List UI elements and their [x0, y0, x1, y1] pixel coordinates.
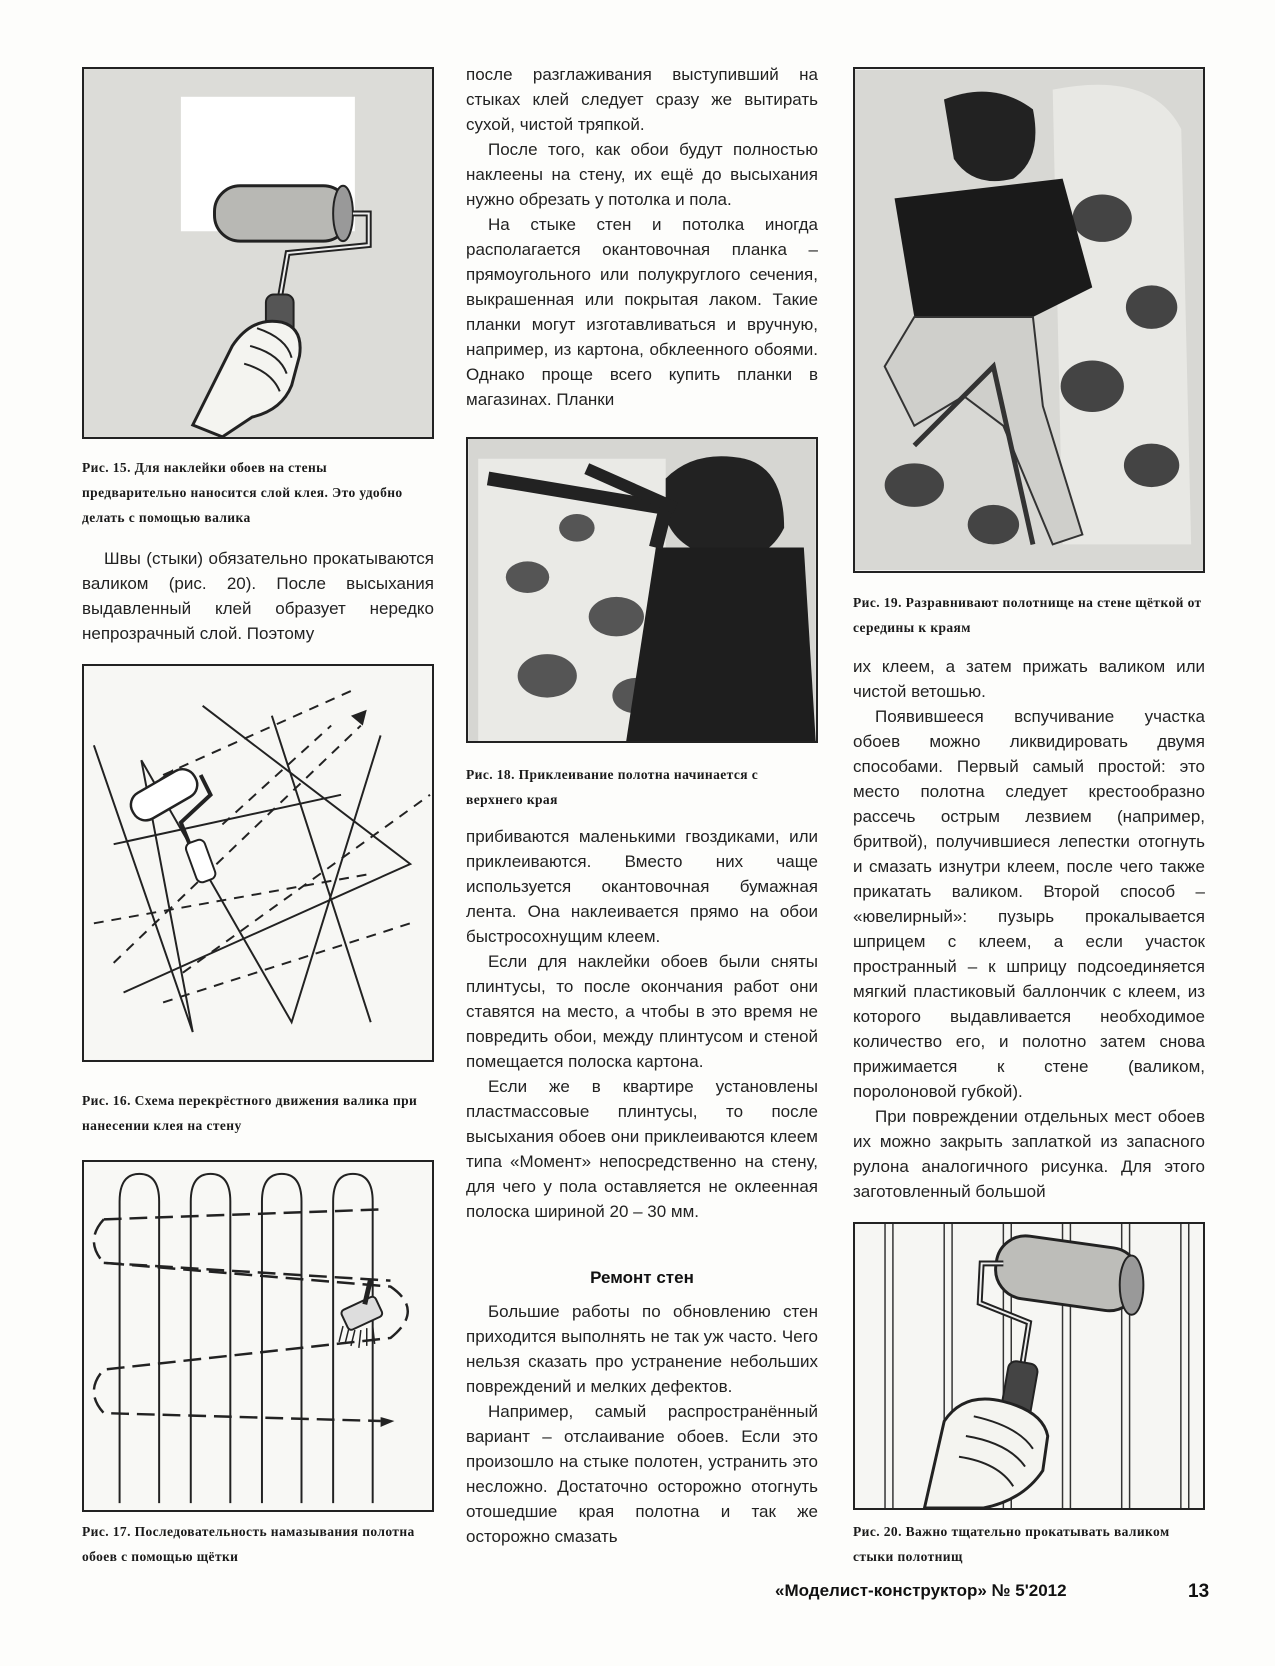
figure-17	[82, 1160, 434, 1512]
figure-19-caption: Рис. 19. Разравнивают полотнище на стене щёткой от середины к краям	[853, 595, 1202, 635]
col3-paragraph: При повреждении отдельных мест обоев их можно закрыть заплаткой из запасного рулона аналогичного рисунка. Для этого заготовленный большой	[853, 1107, 1205, 1201]
journal-footer: «Моделист-конструктор» № 5'2012	[775, 1581, 1067, 1600]
col2-paragraph: после разглаживания выступивший на стыках клей следует сразу же вытирать сухой, чистой тряпкой.	[466, 65, 818, 134]
section-heading: Ремонт стен	[590, 1268, 694, 1287]
figure-15	[82, 67, 434, 439]
roller-on-seams-illustration	[855, 1224, 1203, 1508]
col2-text-after	[466, 1299, 818, 1549]
figure-16	[82, 664, 434, 1062]
figure-19	[853, 67, 1205, 573]
col2-paragraph: Если же в квартире установлены пластмассовые плинтусы, то после высыхания обоев они приклеиваются клеем типа «Момент» непосредственно на стену, для чего у пола оставляется не оклеенная полоска шириной 20 – 30 мм.	[466, 1077, 818, 1221]
figure-17-caption: Рис. 17. Последовательность намазывания полотна обоев с помощью щётки	[82, 1524, 415, 1564]
col2-text-bottom	[466, 824, 818, 1224]
roller-on-wall-illustration	[84, 69, 432, 437]
man-smoothing-wallpaper-photo	[855, 69, 1203, 571]
page-number: 13	[1188, 1581, 1210, 1602]
col1-paragraph: Швы (стыки) обязательно прокатываются валиком (рис. 20). После высыхания выдавленный клей образует нередко непрозрачный слой. Поэтому	[82, 549, 434, 643]
col3-paragraph: их клеем, а затем прижать валиком или чистой ветошью.	[853, 657, 1205, 701]
col2-text-top	[466, 62, 818, 412]
man-hanging-wallpaper-photo	[468, 439, 816, 741]
figure-16-caption: Рис. 16. Схема перекрёстного движения валика при нанесении клея на стену	[82, 1093, 418, 1133]
col1-text	[82, 546, 434, 646]
brush-glue-sequence-scheme	[84, 1162, 432, 1510]
col2-paragraph: Например, самый распространённый вариант – отслаивание обоев. Если это произошло на стыке полотен, устранить это несложно. Достаточно осторожно отогнуть отошедшие края полотна и так же осторожно смазать	[466, 1402, 818, 1546]
col3-text	[853, 654, 1205, 1204]
col2-paragraph: прибиваются маленькими гвоздиками, или приклеиваются. Вместо них чаще используется окантовочная бумажная лента. Она наклеивается прямо на обои быстросохнущим клеем.	[466, 827, 818, 946]
col2-paragraph: Большие работы по обновлению стен приходится выполнять не так уж часто. Чего нельзя сказать про устранение небольших повреждений и мелких дефектов.	[466, 1302, 818, 1396]
figure-18-caption: Рис. 18. Приклеивание полотна начинается с верхнего края	[466, 767, 759, 807]
col2-paragraph: Если для наклейки обоев были сняты плинтусы, то после окончания работ они ставятся на место, а чтобы в это время не повредить обои, между плинтусом и стеной помещается полоска картона.	[466, 952, 818, 1071]
figure-18	[466, 437, 818, 743]
col3-paragraph: Появившееся вспучивание участка обоев можно ликвидировать двумя способами. Первый самый простой: это место полотна следует крестообразно рассечь острым лезвием (например, бритвой), получившиеся лепестки отогнуть и смазать изнутри клеем, после чего также прикатать валиком. Второй способ – «ювелирный»: пузырь прокалывается шприцем с клеем, а если участок пространный – к шприцу подсоединяется мягкий пластиковый баллончик с клеем, из которого выдавливается необходимое количество его, и полотно затем снова прижимается к стене (валиком, поролоновой губкой).	[853, 707, 1205, 1101]
crisscross-roller-scheme	[84, 666, 432, 1060]
col2-paragraph: На стыке стен и потолка иногда располагается окантовочная планка – прямоугольного или полукруглого сечения, выкрашенная или покрытая лаком. Такие планки могут изготавливаться и вручную, например, из картона, обклеенного обоями. Однако проще всего купить планки в магазинах. Планки	[466, 215, 818, 409]
col2-paragraph: После того, как обои будут полностью наклеены на стену, их ещё до высыхания нужно обрезать у потолка и пола.	[466, 140, 818, 209]
figure-20-caption: Рис. 20. Важно тщательно прокатывать валиком стыки полотнищ	[853, 1524, 1170, 1564]
figure-20	[853, 1222, 1205, 1510]
figure-15-caption: Рис. 15. Для наклейки обоев на стены предварительно наносится слой клея. Это удобно делать с помощью валика	[82, 460, 403, 525]
